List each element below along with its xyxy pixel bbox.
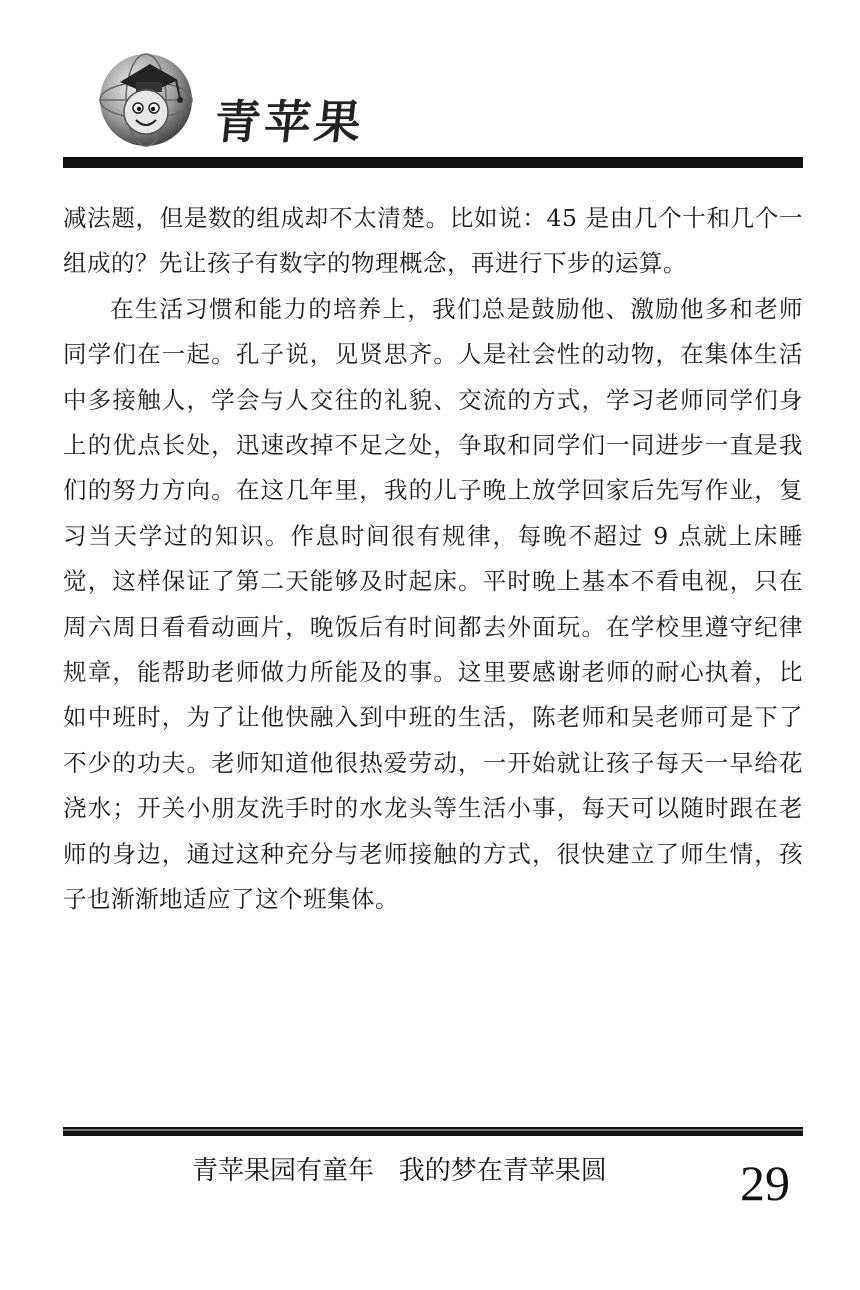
masthead-title: 青苹果 [211, 95, 368, 149]
body-paragraph: 减法题，但是数的组成却不太清楚。比如说：45 是由几个十和几个一组成的？先让孩子有数字的物理概念，再进行下步的运算。 [63, 204, 803, 278]
body-paragraph: 在生活习惯和能力的培养上，我们总是鼓励他、激励他多和老师同学们在一起。孔子说，见贤思齐。人是社会性的动物，在集体生活中多接触人，学会与人交往的礼貌、交流的方式，学习老师同学们身上的优点长处，迅速改掉不足之处，争取和同学们一同进步一直是我们的努力方向。在这几年里，我的儿子晚上放学回家后先写作业，复习当天学过的知识。作息时间很有规律，每晚不超过 9 点就上床睡觉，这样保证了第二天能够及时起床。平时晚上基本不看电视，只在周六周日看看动画片，晚饭后有时间都去外面玩。在学校里遵守纪律规章，能帮助老师做力所能及的事。这里要感谢老师的耐心执着，比如中班时，为了让他快融入到中班的生活，陈老师和吴老师可是下了不少的功夫。老师知道他很热爱劳动，一开始就让孩子每天一早给花浇水；开关小朋友洗手时的水龙头等生活小事，每天可以随时跟在老师的身边，通过这种充分与老师接触的方式，很快建立了师生情，孩子也渐渐地适应了这个班集体。 [63, 294, 803, 914]
article-body [63, 196, 803, 923]
page-header [0, 0, 860, 170]
footer-rule-divider [63, 1127, 803, 1136]
footer-slogan: 青苹果园有童年 我的梦在青苹果圆 [192, 1156, 607, 1186]
header-rule-divider [63, 157, 803, 168]
page-number: 29 [740, 1155, 790, 1211]
apple-mascot-logo-icon [98, 52, 194, 148]
